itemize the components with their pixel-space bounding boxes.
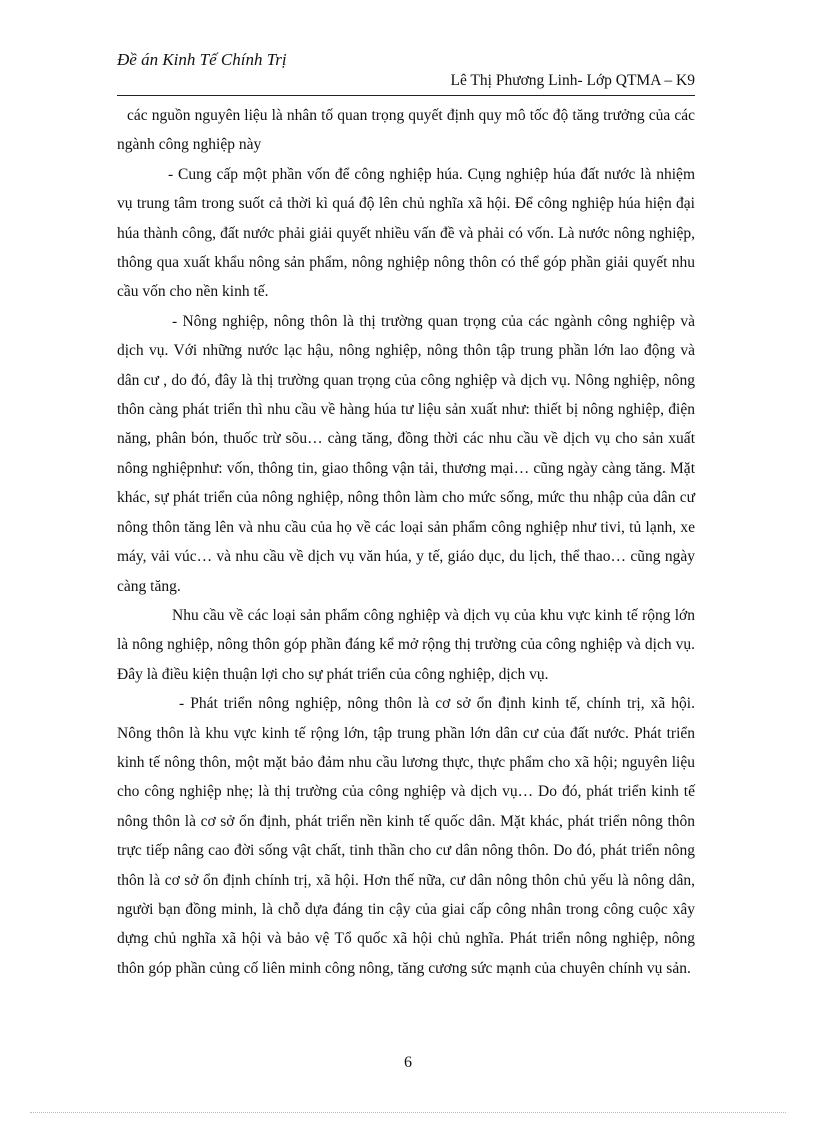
paragraph-4: Nhu cầu về các loại sản phẩm công nghiệp và dịch vụ của khu vực kinh tế rộng lớn là nông nghiệp, nông thôn góp phần đáng kể mở rộng thị trường của công nghiệp và dịch vụ. Đây là điều kiện thuận lợi cho sự phát triển của công nghiệp, dịch vụ. [117, 606, 695, 683]
paragraph-1: các nguồn nguyên liệu là nhân tố quan trọng quyết định quy mô tốc độ tăng trưởng của các ngành công nghiệp này [117, 107, 695, 154]
document-title: Đề án Kinh Tế Chính Trị [117, 50, 287, 69]
page-bottom-border [30, 1112, 786, 1113]
page-number: 6 [404, 1054, 412, 1071]
body-text [117, 101, 695, 983]
paragraph-5: - Phát triển nông nghiệp, nông thôn là cơ sở ổn định kinh tế, chính trị, xã hội. Nông thôn là khu vực kinh tế rộng lớn, tập trung phần lớn dân cư của đất nước. Phát triển kinh tế nông thôn, một mặt bảo đảm nhu cầu lương thực, thực phẩm cho xã hội; nguyên liệu cho công nghiệp nhẹ; là thị trường của công nghiệp và dịch vụ… Do đó, phát triển kinh tế nông thôn là cơ sở ổn định, phát triển nền kinh tế quốc dân. Mặt khác, phát triển nông thôn trực tiếp nâng cao đời sống vật chất, tinh thần cho cư dân nông thôn. Do đó, phát triển nông thôn là cơ sở ổn định chính trị, xã hội. Hơn thế nữa, cư dân nông thôn chủ yếu là nông dân, người bạn đồng minh, là chỗ dựa đáng tin cậy của giai cấp công nhân trong công cuộc xây dựng chủ nghĩa xã hội và bảo vệ Tổ quốc xã hội chủ nghĩa. Phát triển nông nghiệp, nông thôn góp phần củng cố liên minh công nông, tăng cương sức mạnh của chuyên chính vụ sản. [117, 695, 695, 977]
paragraph-2: - Cung cấp một phần vốn để công nghiệp húa. Cụng nghiệp húa đất nước là nhiệm vụ trung tâm trong suốt cả thời kì quá độ lên chủ nghĩa xã hội. Để công nghiệp húa hiện đại húa thành công, đất nước phải giải quyết nhiều vấn đề và phải có vốn. Là nước nông nghiệp, thông qua xuất khẩu nông sản phẩm, nông nghiệp nông thôn có thể góp phần giải quyết nhu cầu vốn cho nền kinh tế. [117, 165, 695, 301]
header-divider [117, 95, 695, 96]
author-line: Lê Thị Phương Linh- Lớp QTMA – K9 [450, 72, 695, 89]
paragraph-3: - Nông nghiệp, nông thôn là thị trường quan trọng của các ngành công nghiệp và dịch vụ. Với những nước lạc hậu, nông nghiệp, nông thôn tập trung phần lớn lao động và dân cư , do đó, đây là thị trường quan trọng của công nghiệp và dịch vụ. Nông nghiệp, nông thôn càng phát triển thì nhu cầu về hàng húa tư liệu sản xuất như: thiết bị nông nghiệp, điện năng, phân bón, thuốc trừ sõu… càng tăng, đồng thời các nhu cầu về dịch vụ cho sản xuất nông nghiệpnhư: vốn, thông tin, giao thông vận tải, thương mại… cũng ngày càng tăng. Mặt khác, sự phát triển của nông nghiệp, nông thôn làm cho mức sống, mức thu nhập của dân cư nông thôn tăng lên và nhu cầu của họ về các loại sản phẩm công nghiệp như tivi, tủ lạnh, xe máy, vải vúc… và nhu cầu về dịch vụ văn húa, y tế, giáo dục, du lịch, thể thao… cũng ngày càng tăng. [117, 312, 695, 595]
